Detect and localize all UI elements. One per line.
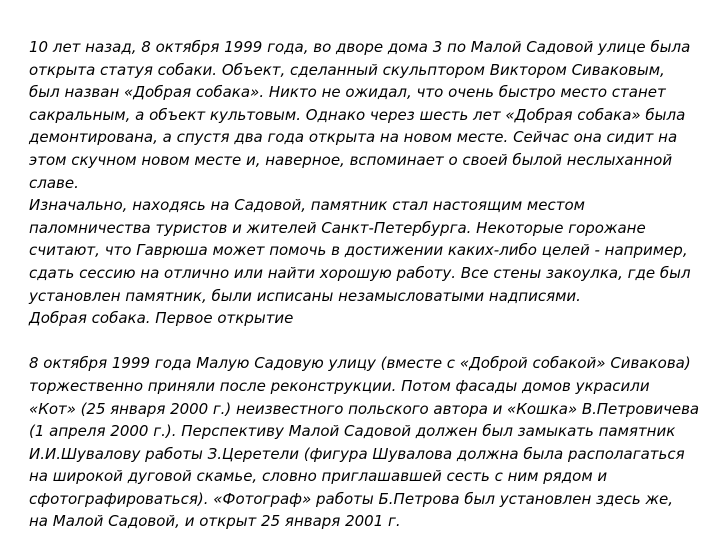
- text-line: был назван «Добрая собака». Никто не ожидал, что очень быстро место станет: [29, 83, 666, 102]
- paragraph-history: [29, 36, 699, 194]
- text-line: на широкой дуговой скамье, словно приглашавшей сесть с ним рядом и: [29, 467, 608, 486]
- text-line: на Малой Садовой, и открыт 25 января 2001 г.: [29, 512, 401, 531]
- text-line: И.И.Шувалову работы З.Церетели (фигура Шувалова должна была располагаться: [29, 444, 685, 463]
- text-line: 10 лет назад, 8 октября 1999 года, во дворе дома 3 по Малой Садовой улице была: [29, 38, 691, 56]
- document-body: [29, 36, 699, 533]
- text-line: (1 апреля 2000 г.). Перспективу Малой Садовой должен был замыкать памятник: [29, 422, 676, 441]
- paragraph-reconstruction: [29, 352, 699, 533]
- text-line: считают, что Гаврюша может помочь в достижении каких-либо целей - например,: [29, 241, 688, 260]
- text-line: торжественно приняли после реконструкции. Потом фасады домов украсили: [29, 376, 650, 395]
- text-line: установлен памятник, были исписаны незамысловатыми надписями.: [29, 286, 581, 305]
- text-line: паломничества туристов и жителей Санкт-Петербурга. Некоторые горожане: [29, 218, 646, 237]
- paragraph-pilgrimage: [29, 194, 699, 307]
- text-line: Изначально, находясь на Садовой, памятник стал настоящим местом: [29, 196, 585, 215]
- text-line: сакральным, а объект культовым. Однако через шесть лет «Добрая собака» была: [29, 105, 686, 124]
- text-line: сфотографироваться). «Фотограф» работы Б.Петрова был установлен здесь же,: [29, 489, 673, 508]
- text-line: славе.: [29, 173, 79, 192]
- text-line: открыта статуя собаки. Объект, сделанный скульптором Виктором Сиваковым,: [29, 60, 665, 79]
- text-line: сдать сессию на отлично или найти хорошую работу. Все стены закоулка, где был: [29, 263, 691, 282]
- text-line: этом скучном новом месте и, наверное, вспоминает о своей былой неслыханной: [29, 150, 673, 169]
- text-line: «Кот» (25 января 2000 г.) неизвестного польского автора и «Кошка» В.Петровичева: [29, 399, 700, 418]
- text-line: демонтирована, а спустя два года открыта на новом месте. Сейчас она сидит на: [29, 128, 678, 147]
- caption: Добрая собака. Первое открытие: [29, 309, 294, 328]
- paragraph-spacer: [29, 330, 699, 353]
- text-line: 8 октября 1999 года Малую Садовую улицу (вместе с «Доброй собакой» Сивакова): [29, 354, 691, 373]
